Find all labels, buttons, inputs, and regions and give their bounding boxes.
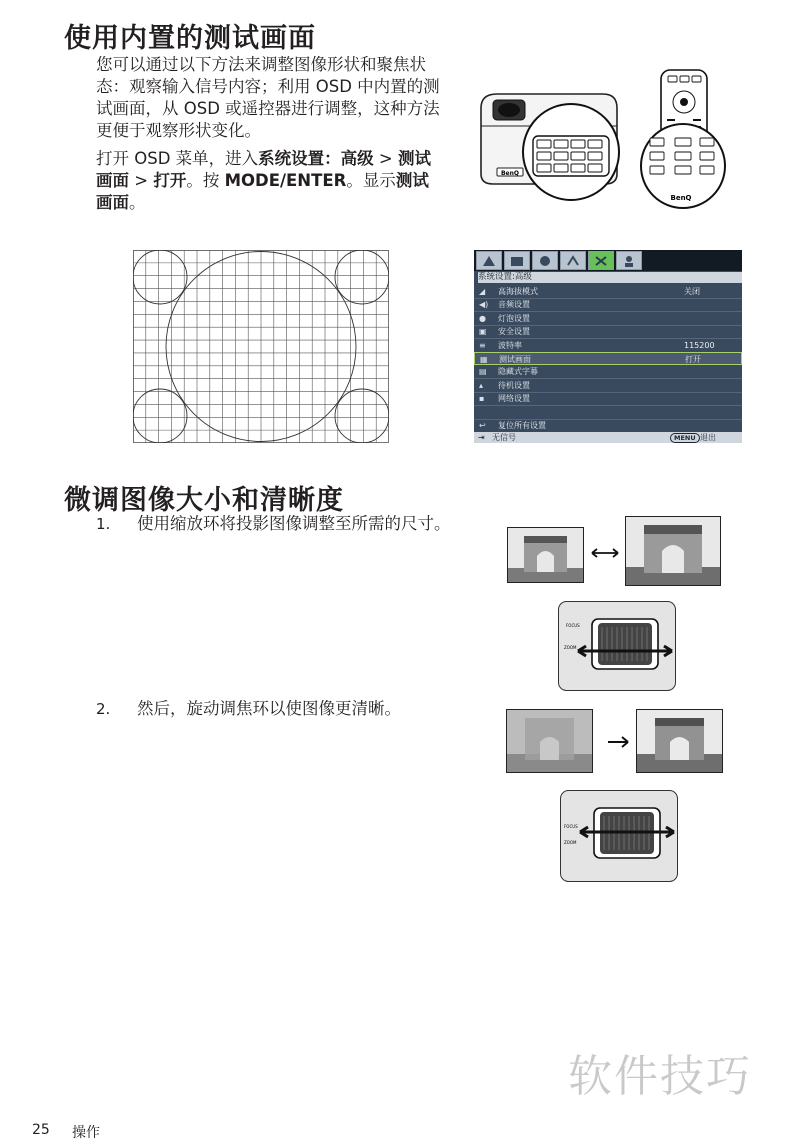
focus-ring-illustration (560, 790, 678, 882)
small-image-photo (507, 527, 584, 583)
step-2-text: 然后，旋动调焦环以使图像更清晰。 (137, 699, 401, 718)
osd-item-icon: ≡ (479, 340, 486, 350)
osd-item-icon: ▴ (479, 380, 484, 390)
osd-tab-display[interactable] (504, 251, 530, 270)
osd-item-value: 115200 (684, 340, 715, 350)
osd-item-icon: ▤ (479, 367, 487, 377)
osd-menu-item[interactable] (474, 392, 742, 406)
osd-menu-item[interactable] (474, 365, 742, 379)
osd-tab-picture[interactable] (476, 251, 502, 270)
osd-item-icon: ◢ (479, 287, 486, 296)
osd-footer (474, 432, 742, 443)
menu-key-icon[interactable]: MENU (670, 433, 700, 443)
footer-section: 操作 (72, 1125, 100, 1141)
osd-menu-item[interactable] (474, 406, 742, 420)
blurry-image-photo (506, 709, 593, 773)
step-1-text: 使用缩放环将投影图像调整至所需的尺寸。 (137, 514, 451, 533)
osd-tab-system-basic[interactable] (560, 251, 586, 270)
osd-item-label: 安全设置 (498, 327, 530, 337)
osd-item-label: 隐藏式字幕 (498, 367, 538, 377)
osd-menu-item[interactable] (474, 325, 742, 339)
large-image-photo (625, 516, 721, 586)
osd-menu-title: 系统设置:高级 (478, 272, 742, 283)
svg-text:BenQ: BenQ (500, 170, 520, 177)
osd-item-icon: ▣ (479, 327, 487, 337)
input-icon: ⇥ (478, 433, 485, 442)
svg-text:ZOOM: ZOOM (564, 645, 577, 650)
osd-menu-item[interactable] (474, 312, 742, 326)
right-arrow-icon (606, 735, 630, 749)
osd-menu-item[interactable] (474, 352, 742, 365)
page-number: 25 (32, 1122, 50, 1138)
osd-item-label: 高海拔模式 (498, 287, 538, 296)
osd-item-label: 测试画面 (499, 355, 531, 364)
osd-item-icon: ▦ (480, 355, 488, 364)
osd-tab-system-advanced[interactable] (588, 251, 614, 270)
svg-text:ZOOM: ZOOM (564, 840, 577, 845)
osd-item-icon: ▪ (479, 394, 485, 404)
osd-tab-information[interactable] (616, 251, 642, 270)
osd-item-label: 待机设置 (498, 380, 530, 390)
osd-item-label: 灯泡设置 (498, 313, 530, 323)
osd-exit-label: 退出 (700, 433, 716, 442)
osd-item-icon: ● (479, 313, 486, 323)
osd-item-label: 复位所有设置 (498, 421, 546, 430)
section-heading-fine-tune: 微调图像大小和清晰度 (64, 485, 344, 516)
step-1-number: 1. (96, 515, 111, 533)
instruction-paragraph: 打开 OSD 菜单，进入系统设置：高级 > 测试画面 > 打开。按 MODE/ENTER。显示测试画面。 (96, 149, 431, 212)
osd-menu-item[interactable] (474, 339, 742, 353)
svg-text:FOCUS: FOCUS (566, 623, 580, 628)
osd-menu-item[interactable] (474, 285, 742, 299)
osd-menu-item[interactable] (474, 298, 742, 312)
svg-text:BenQ: BenQ (670, 194, 692, 202)
osd-no-signal: 无信号 (492, 433, 516, 442)
osd-item-icon: ↩ (479, 421, 486, 430)
watermark: 软件技巧 (568, 1051, 752, 1102)
osd-item-label: 音频设置 (498, 300, 530, 310)
osd-item-value: 打开 (685, 355, 701, 364)
intro-paragraph: 您可以通过以下方法来调整图像形状和聚焦状态：观察输入信号内容；利用 OSD 中内置的测试画面，从 OSD 或遥控器进行调整，这种方法更便于观察形状变化。 (96, 55, 440, 140)
osd-item-label: 网络设置 (498, 394, 530, 404)
osd-tab-bar (474, 250, 742, 271)
svg-text:FOCUS: FOCUS (564, 824, 578, 829)
double-arrow-icon (590, 546, 620, 560)
osd-item-value: 关闭 (684, 287, 700, 296)
osd-menu-item[interactable] (474, 419, 742, 433)
osd-menu-item[interactable] (474, 379, 742, 393)
osd-item-icon: ◀) (479, 300, 489, 310)
sharp-image-photo (636, 709, 723, 773)
osd-tab-install[interactable] (532, 251, 558, 270)
osd-item-label: 波特率 (498, 340, 522, 350)
zoom-ring-illustration (558, 601, 676, 691)
step-2-number: 2. (96, 700, 111, 718)
section-heading-test-pattern: 使用内置的测试画面 (64, 23, 316, 54)
test-pattern-grid (133, 250, 389, 443)
osd-menu (474, 250, 742, 443)
projector-remote-illustration (475, 66, 745, 212)
